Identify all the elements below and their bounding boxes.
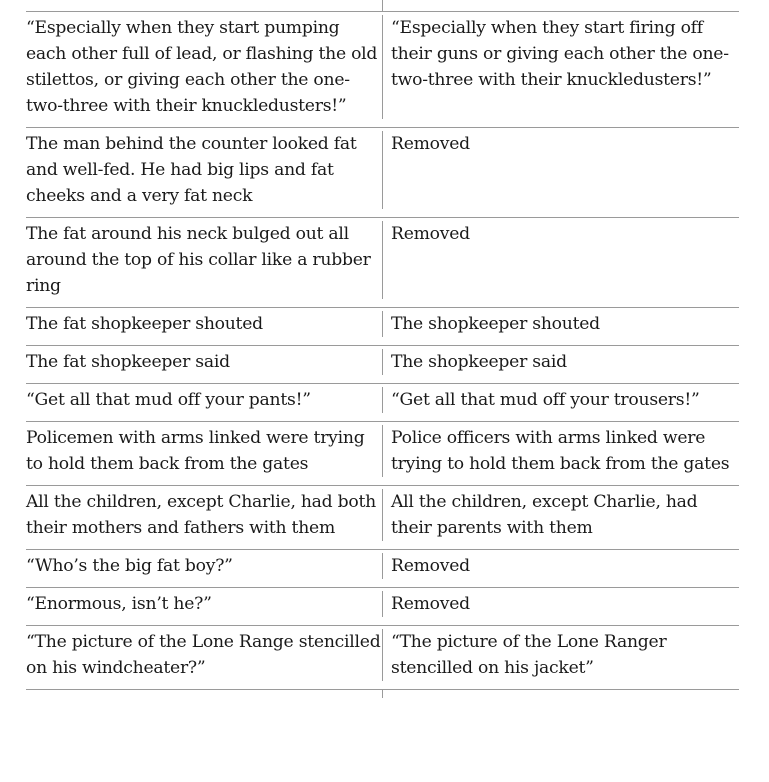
original-text-cell: All the children, except Charlie, had both their mothers and fathers with them: [26, 492, 376, 538]
revised-text-cell: All the children, except Charlie, had their parents with them: [382, 489, 739, 541]
revised-text-cell: Removed: [382, 131, 739, 209]
table-bottom-edge: [26, 690, 739, 698]
revised-text-cell: “Especially when they start firing off their guns or giving each other the one-two-three with their knuckledusters!”: [382, 15, 739, 119]
revised-text-cell: The shopkeeper shouted: [382, 311, 739, 337]
original-text-cell: The man behind the counter looked fat and well-fed. He had big lips and fat cheeks and a very fat neck: [26, 134, 357, 206]
original-text-cell: The fat around his neck bulged out all around the top of his collar like a rubber ring: [26, 224, 371, 296]
table-row: [26, 128, 739, 218]
table-top-edge: [26, 0, 739, 12]
table-row: [26, 12, 739, 128]
original-text-cell: Policemen with arms linked were trying to hold them back from the gates: [26, 428, 365, 474]
revised-text-cell: Removed: [382, 591, 739, 617]
table-row: [26, 422, 739, 486]
original-text-cell: “The picture of the Lone Range stencilled on his windcheater?”: [26, 632, 381, 678]
original-text-cell: “Especially when they start pumping each other full of lead, or flashing the old stilettos, or giving each other the one-two-three with their knuckledusters!”: [26, 18, 378, 116]
revised-text-cell: Removed: [382, 553, 739, 579]
revised-text-cell: The shopkeeper said: [382, 349, 739, 375]
revised-text-cell: Police officers with arms linked were trying to hold them back from the gates: [382, 425, 739, 477]
revised-text-cell: Removed: [382, 221, 739, 299]
original-text-cell: The fat shopkeeper said: [26, 352, 230, 372]
comparison-table: [26, 0, 739, 698]
table-row: [26, 588, 739, 626]
revised-text-cell: “Get all that mud off your trousers!”: [382, 387, 739, 413]
table-row: [26, 218, 739, 308]
original-text-cell: “Enormous, isn’t he?”: [26, 594, 212, 614]
table-row: [26, 346, 739, 384]
original-text-cell: “Who’s the big fat boy?”: [26, 556, 233, 576]
table-row: [26, 308, 739, 346]
revised-text-cell: “The picture of the Lone Ranger stencilled on his jacket”: [382, 629, 739, 681]
original-text-cell: “Get all that mud off your pants!”: [26, 390, 311, 410]
table-row: [26, 550, 739, 588]
table-row: [26, 486, 739, 550]
original-text-cell: The fat shopkeeper shouted: [26, 314, 263, 334]
table-row: [26, 626, 739, 690]
table-row: [26, 384, 739, 422]
